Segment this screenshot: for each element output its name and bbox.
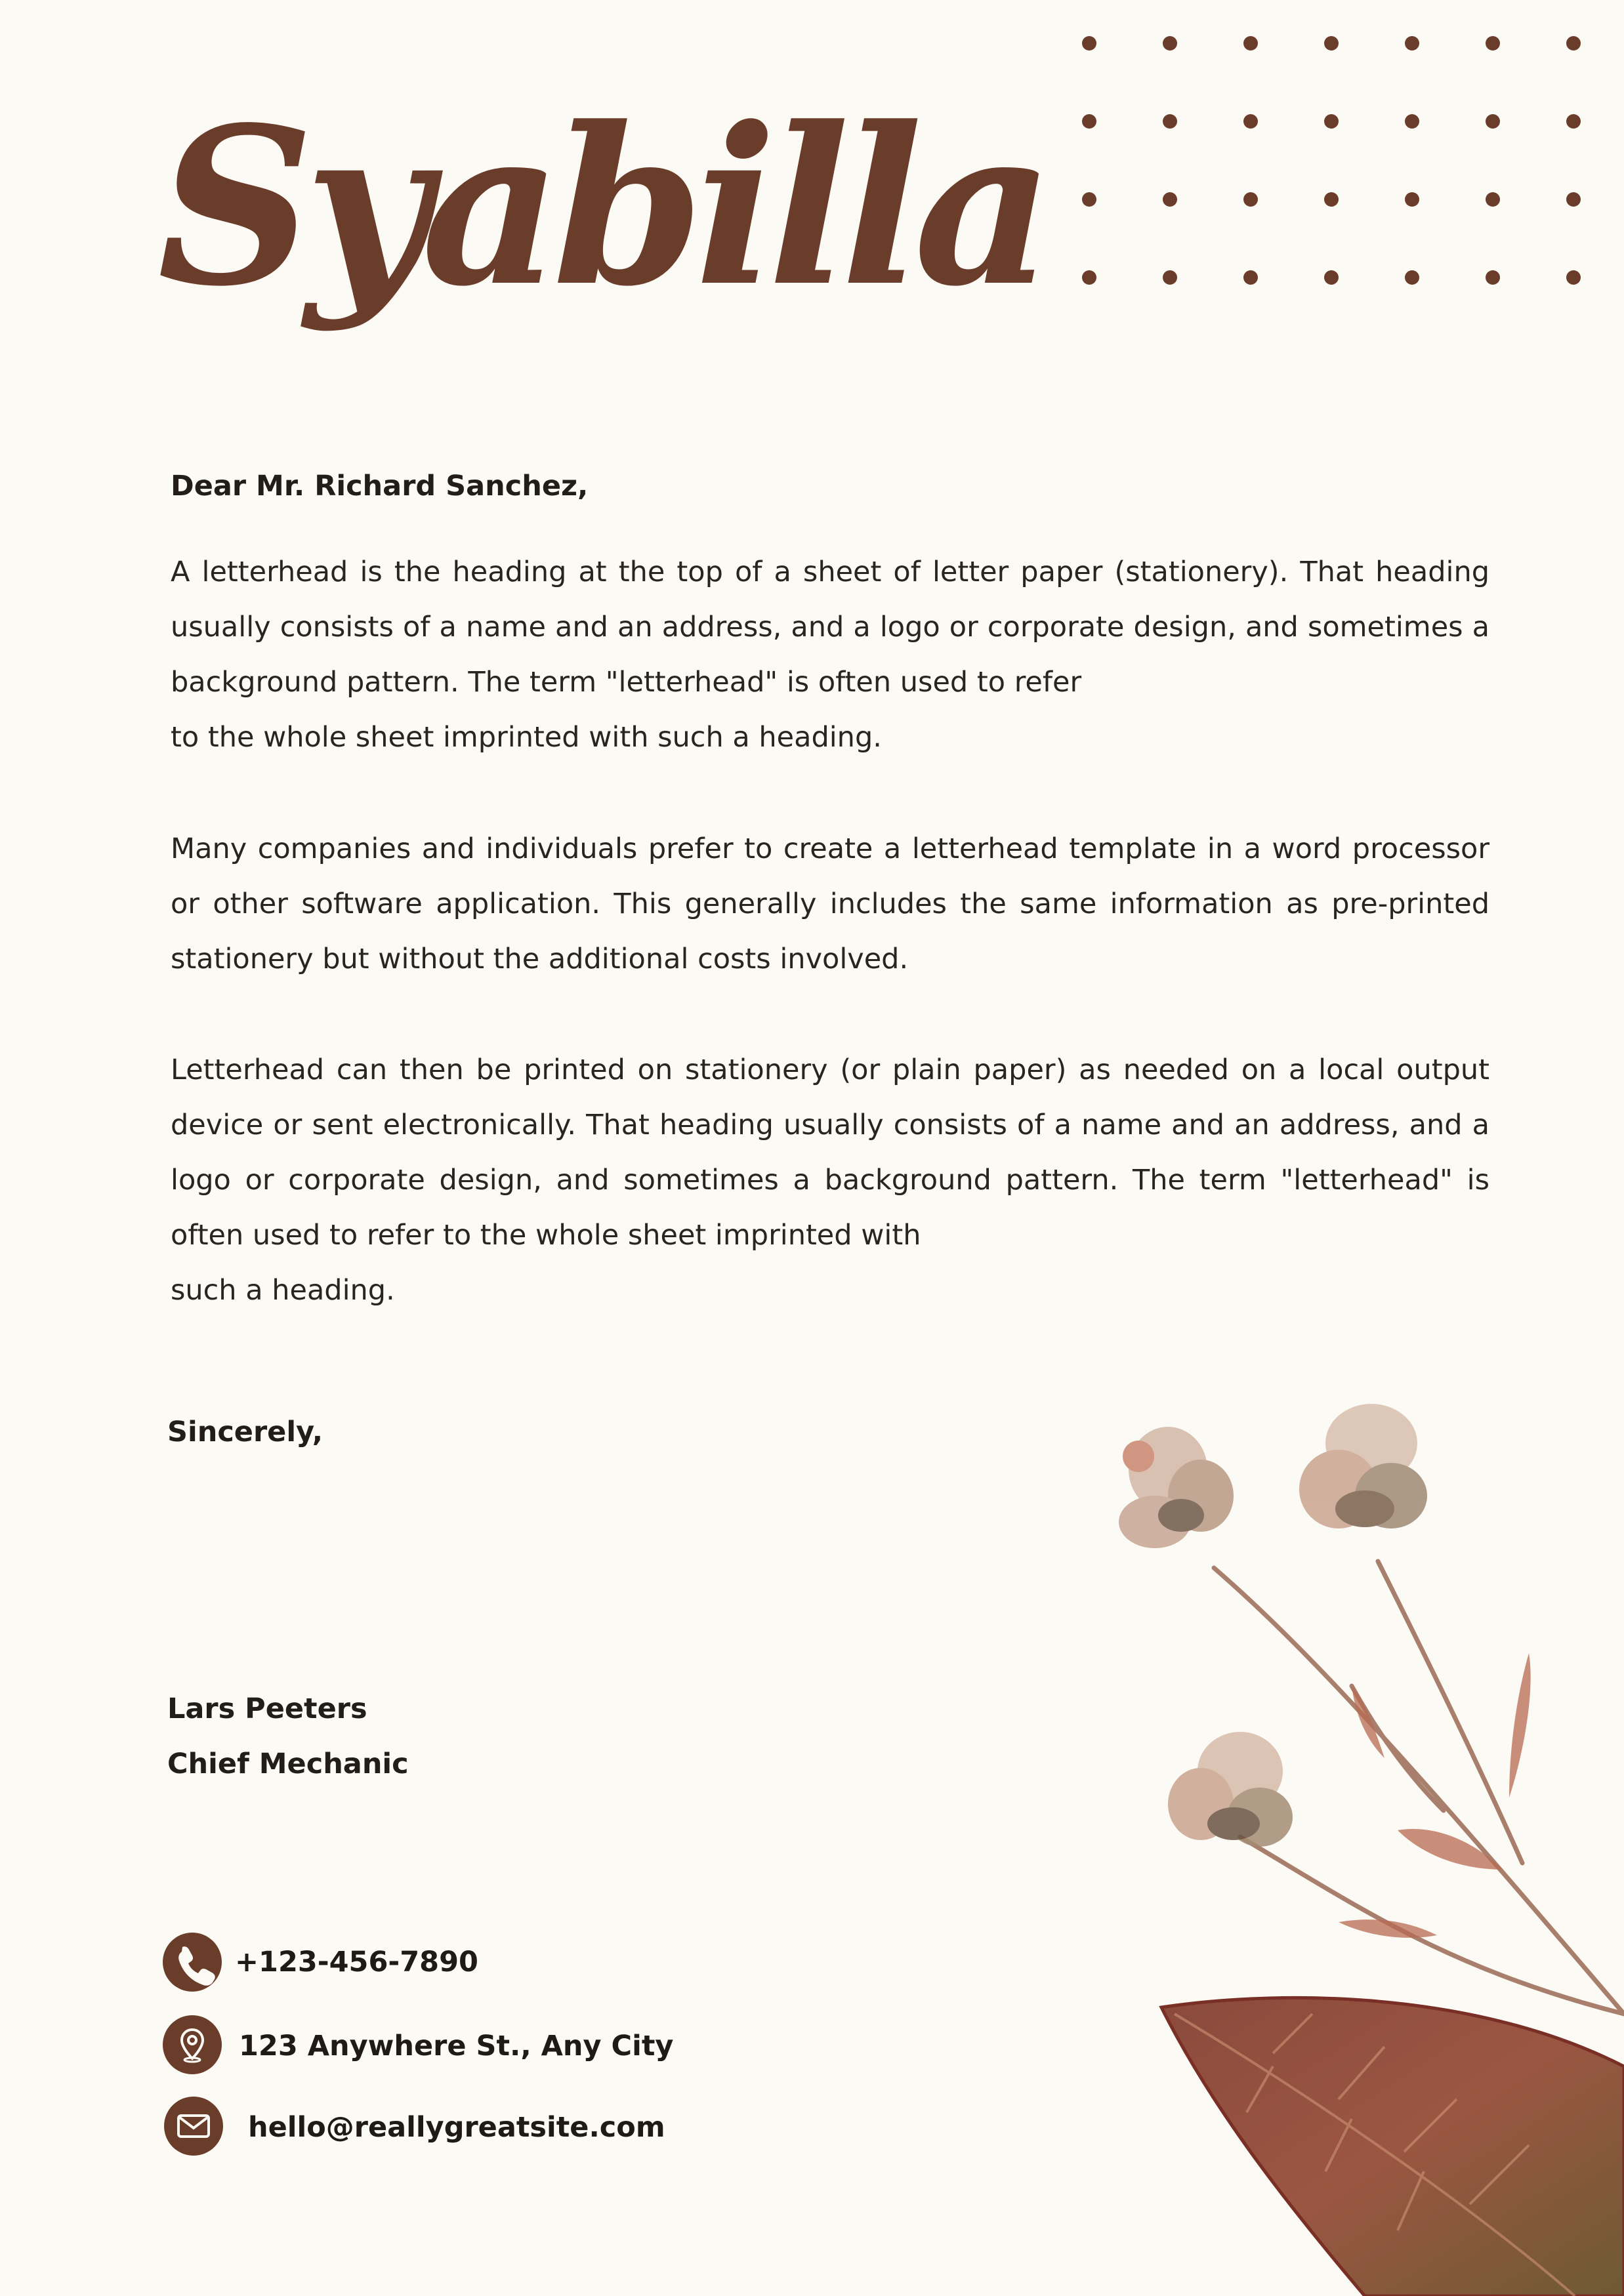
decor-dot [1243,270,1258,285]
paragraph-3 [171,1042,1489,1318]
decor-dot [1486,192,1500,207]
decor-dot [1243,114,1258,129]
decor-dot [1324,270,1339,285]
closing: Sincerely, [167,1416,323,1448]
decor-dot [1243,192,1258,207]
decor-dot [1163,192,1177,207]
salutation: Dear Mr. Richard Sanchez, [171,470,589,502]
paragraph-2 [171,821,1489,987]
decor-dot [1405,192,1419,207]
decor-dot [1566,36,1581,51]
decor-dot [1324,192,1339,207]
decor-dot [1082,270,1096,285]
email-address[interactable]: hello@reallygreatsite.com [248,2111,665,2144]
decor-dot [1486,36,1500,51]
decor-dot [1324,114,1339,129]
floral-illustration [1076,1404,1624,2296]
decor-dot [1486,270,1500,285]
paragraph-3-tail: such a heading. [171,1274,395,1307]
decor-dot [1405,114,1419,129]
phone-icon [163,1933,222,1992]
decor-dot [1082,192,1096,207]
decor-dot [1163,270,1177,285]
decor-dot [1405,270,1419,285]
address: 123 Anywhere St., Any City [239,2030,674,2062]
paragraph-1 [171,544,1489,765]
decor-dot [1324,36,1339,51]
signer-title: Chief Mechanic [167,1748,409,1780]
location-pin-icon [163,2015,222,2074]
paragraph-3-body: Letterhead can then be printed on stationery (or plain paper) as needed on a local output device or sent electronically. That heading usually consists of a name and an address, and a logo or corporate design, and sometimes a background pattern. The term "letterhead" is often used to refer to the whole sheet imprinted with [171,1054,1489,1252]
decor-dot [1566,192,1581,207]
decor-dot [1405,36,1419,51]
decor-dot [1486,114,1500,129]
decor-dot [1082,114,1096,129]
phone-number[interactable]: +123-456-7890 [235,1946,478,1978]
paragraph-2-body: Many companies and individuals prefer to create a letterhead template in a word processor or other software application. This generally includes the same information as pre-printed stationery but without the additional costs involved. [171,832,1489,975]
decor-dot [1566,114,1581,129]
decor-dot [1566,270,1581,285]
decor-dot [1163,114,1177,129]
envelope-icon [164,2097,223,2156]
decor-dot [1082,36,1096,51]
dot-grid-decoration [0,0,1624,302]
decor-dot [1163,36,1177,51]
brand-logo: Syabilla [157,79,1045,334]
paragraph-1-tail: to the whole sheet imprinted with such a heading. [171,721,882,754]
signer-name: Lars Peeters [167,1692,367,1725]
decor-dot [1243,36,1258,51]
paragraph-1-body: A letterhead is the heading at the top of a sheet of letter paper (stationery). That heading usually consists of a name and an address, and a logo or corporate design, and sometimes a background pattern. The term "letterhead" is often used to refer [171,556,1489,699]
